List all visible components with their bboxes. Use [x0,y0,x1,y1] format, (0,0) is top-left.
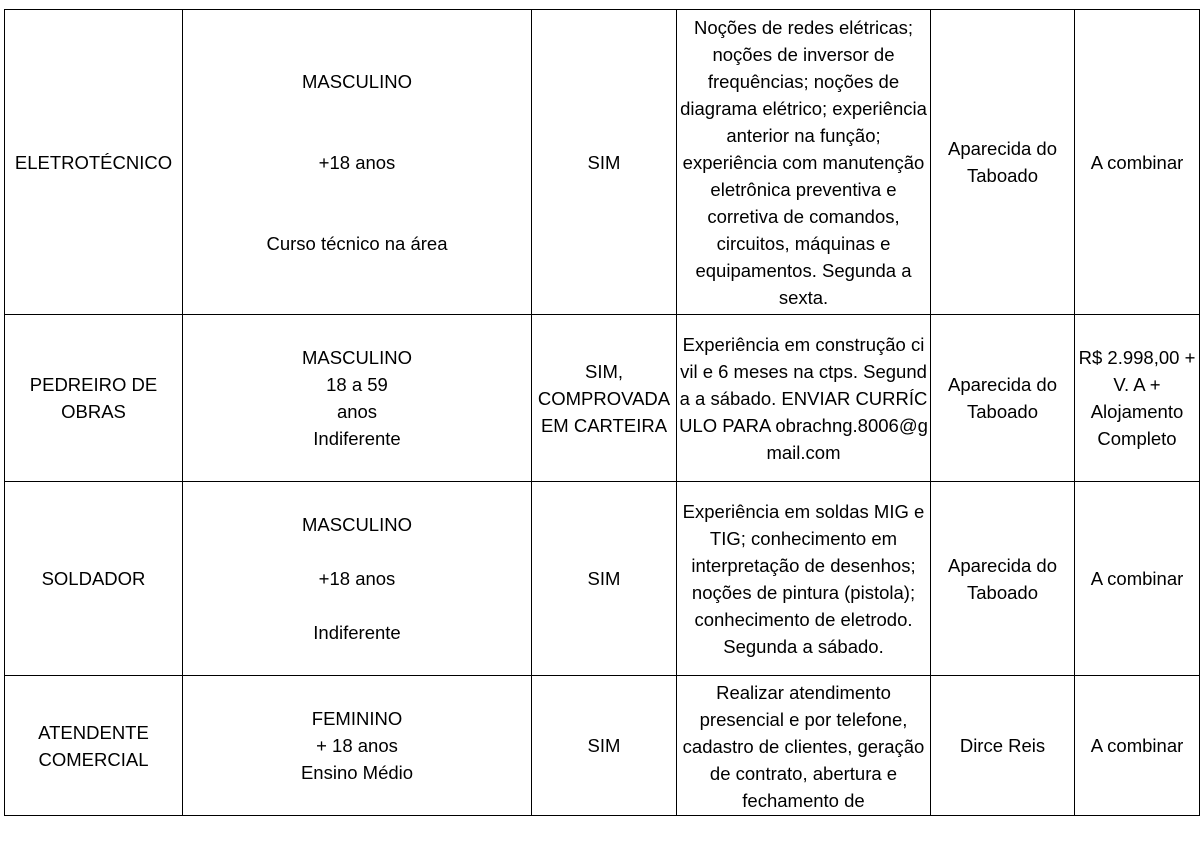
requirement-age: + 18 anos [316,735,398,756]
requirement-age-unit: anos [336,401,378,422]
description-text: Experiência em construção civil e 6 meses na ctps. Segunda a sábado. ENVIAR CURRÍCULO PARA obrachng.8006@gmail.com [679,333,928,463]
job-location: Aparecida do Taboado [931,482,1075,676]
table-row [5,10,1200,315]
job-location: Dirce Reis [931,676,1075,816]
job-description [677,676,931,816]
job-location: Aparecida do Taboado [931,10,1075,315]
requirement-education: Indiferente [313,428,401,449]
table-row [5,315,1200,482]
table-row [5,676,1200,816]
job-table [4,9,1200,816]
job-description [677,315,931,482]
requirement-gender: FEMININO [311,708,403,729]
description-text: Experiência em soldas MIG e TIG; conhecimento em interpretação de desenhos; noções de pintura (pistola); conhecimento de eletrodo. Segunda a sábado. [682,500,925,657]
job-experience: SIM [532,676,677,816]
requirement-education: Indiferente [313,622,401,643]
job-experience: SIM, COMPROVADA EM CARTEIRA [532,315,677,482]
job-title: ATENDENTE COMERCIAL [5,676,183,816]
job-requirements [183,482,532,676]
job-requirements [183,676,532,816]
job-salary: R$ 2.998,00 + V. A + Alojamento Completo [1075,315,1200,482]
job-salary: A combinar [1075,676,1200,816]
requirement-age: +18 anos [318,151,396,173]
requirement-gender: MASCULINO [302,347,412,368]
job-location: Aparecida do Taboado [931,315,1075,482]
requirement-age: 18 a 59 [326,374,388,395]
job-salary: A combinar [1075,482,1200,676]
job-title: ELETROTÉCNICO [5,10,183,315]
description-text: Noções de redes elétricas; noções de inversor de frequências; noções de diagrama elétrico; experiência anterior na função; experiência com manutenção eletrônica preventiva e corretiva de comandos, circuitos, máquinas e equipamentos. Segunda a sexta. [680,16,927,308]
job-salary: A combinar [1075,10,1200,315]
job-description [677,10,931,315]
job-experience: SIM [532,482,677,676]
job-experience: SIM [532,10,677,315]
requirement-gender: MASCULINO [302,70,412,92]
description-text: Realizar atendimento presencial e por telefone, cadastro de clientes, geração de contrato, abertura e fechamento de [682,681,925,811]
job-requirements [183,10,532,315]
requirement-education: Ensino Médio [300,762,414,783]
table-row [5,482,1200,676]
job-description [677,482,931,676]
job-title: SOLDADOR [5,482,183,676]
job-requirements [183,315,532,482]
requirement-age: +18 anos [318,568,396,589]
requirement-education: Curso técnico na área [266,232,448,254]
requirement-gender: MASCULINO [302,514,412,535]
job-title: PEDREIRO DE OBRAS [5,315,183,482]
